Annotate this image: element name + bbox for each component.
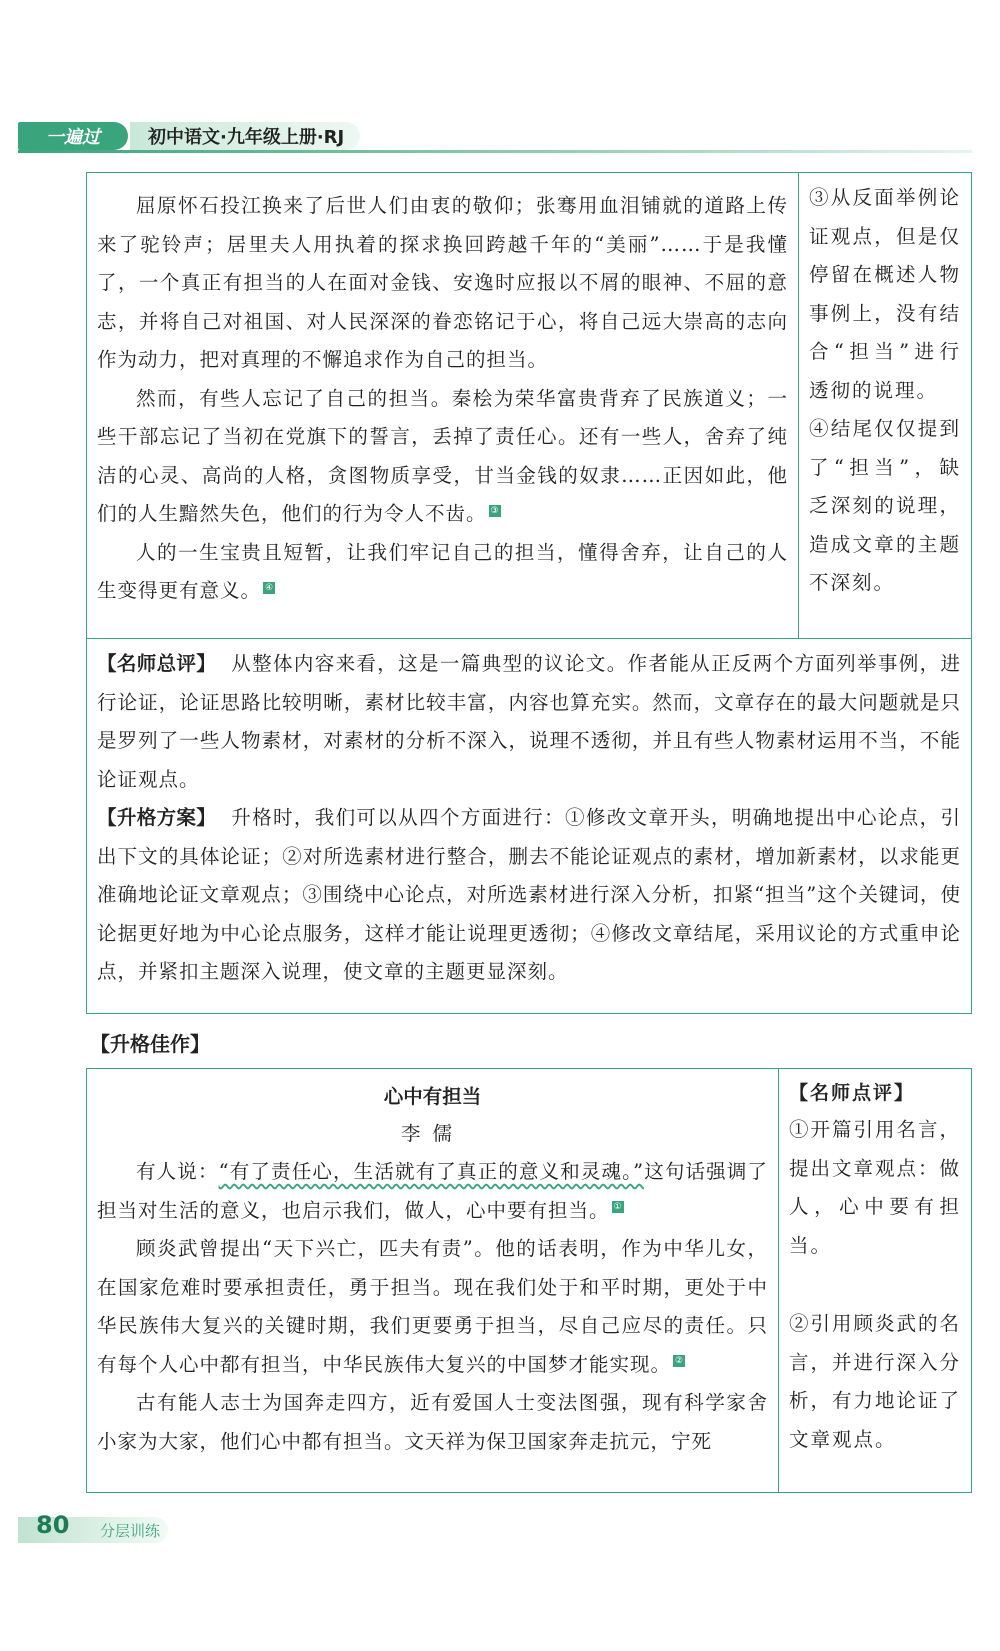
teacher-review: [97, 645, 961, 799]
header-divider: [18, 150, 972, 153]
draft-paragraph: [97, 534, 788, 611]
draft-paragraph-text: 人的一生宝贵且短暂，让我们牢记自己的担当，懂得舍弃，让自己的人生变得更有意义。: [97, 540, 788, 602]
footnote-marker: ②: [674, 1356, 684, 1366]
draft-paragraph-text: 屈原怀石投江换来了后世人们由衷的敬仰；张骞用血泪铺就的道路上传来了驼铃声；居里夫人用执着的探求换回跨越千年的“美丽”……于是我懂了，一个真正有担当的人在面对金钱、安逸时应报以不屑的眼神、不屈的意志，并将自己对祖国、对人民深深的眷恋铭记于心，将自己远大崇高的志向作为动力，把对真理的不懈追求作为自己的担当。: [97, 194, 788, 371]
annotations-label: 【名师点评】: [789, 1082, 916, 1104]
teacher-review-label: 【名师总评】: [97, 652, 217, 675]
page-number: 80: [36, 1511, 70, 1539]
essay-paragraph-text: 有人说：: [136, 1160, 219, 1183]
essay-paragraph: [97, 1230, 768, 1384]
annotation-note: ③从反面举例论证观点，但是仅停留在概述人物事例上，没有结合“担当”进行透彻的说理。: [809, 186, 961, 402]
highlighted-quote: “有了责任心，生活就有了真正的意义和灵魂。”: [218, 1160, 645, 1183]
page-header-title: 初中语文·九年级上册·RJ: [130, 122, 360, 150]
annotation-note: ②引用顾炎武的名言，并进行深入分析，有力地论证了文章观点。: [789, 1312, 962, 1451]
essay-paragraph-text: 古有能人志士为国奔走四方，近有爱国人士变法图强，现有科学家舍小家为大家，他们心中都有担当。文天祥为保卫国家奔走抗元，宁死: [97, 1391, 768, 1453]
upgrade-plan-text: 升格时，我们可以从四个方面进行：①修改文章开头，明确地提出中心论点，引出下文的具体论证；②对所选素材进行整合，删去不能论证观点的素材，增加新素材，以求能更准确地论证文章观点；③围绕中心论点，对所选素材进行深入分析，扣紧“担当”这个关键词，使论据更好地为中心论点服务，这样才能让说理更透彻；④修改文章结尾，采用议论的方式重申论点，并紧扣主题深入说理，使文章的主题更显深刻。: [97, 806, 961, 983]
footer-section-label: 分层训练: [100, 1522, 161, 1540]
annotation-spacer: [789, 1265, 961, 1305]
draft-essay-body: [87, 173, 799, 638]
draft-paragraph: [97, 380, 788, 534]
draft-paragraph: [97, 187, 788, 380]
footnote-marker: ③: [490, 505, 499, 516]
draft-essay-box: [86, 172, 972, 639]
essay-paragraph-text: 顾炎武曾提出“天下兴亡，匹夫有责”。他的话表明，作为中华儿女，在国家危难时要承担责任，勇于担当。现在我们处于和平时期，更处于中华民族伟大复兴的关键时期，我们更要勇于担当，尽自己应尽的责任。只有每个人心中都有担当，中华民族伟大复兴的中国梦才能实现。: [97, 1237, 768, 1376]
brand-logo: 一遍过: [18, 122, 128, 150]
essay-author: 李儒: [400, 1122, 464, 1145]
upgrade-plan: [97, 799, 961, 992]
annotation-note: ④结尾仅仅提到了“担当”，缺乏深刻的说理，造成文章的主题不深刻。: [809, 417, 961, 594]
draft-paragraph-text: 然而，有些人忘记了自己的担当。秦桧为荣华富贵背弃了民族道义；一些干部忘记了当初在党旗下的誓言，丢掉了责任心。还有一些人，舍弃了纯洁的心灵、高尚的人格，贪图物质享受，甘当金钱的奴隶……正因如此，他们的人生黯然失色，他们的行为令人不齿。: [97, 386, 788, 525]
upgraded-essay-box: [86, 1068, 972, 1493]
footnote-marker: ④: [264, 582, 274, 593]
annotation-note: ①开篇引用名言，提出文章观点：做人，心中要有担当。: [789, 1118, 962, 1257]
essay-paragraph-text: 这句话强调了担当对生活的意义，也启示我们，做人，心中要有担当。: [97, 1160, 768, 1222]
teacher-review-text: 从整体内容来看，这是一篇典型的议论文。作者能从正反两个方面列举事例，进行论证，论证思路比较明晰，素材比较丰富，内容也算充实。然而，文章存在的最大问题就是只是罗列了一些人物素材，对素材的分析不深入，说理不透彻，并且有些人物素材运用不当，不能论证观点。: [97, 652, 961, 791]
review-box: [86, 639, 972, 1014]
upgraded-annotations: [779, 1069, 971, 1492]
essay-paragraph: [97, 1153, 768, 1230]
essay-title: 心中有担当: [383, 1085, 482, 1108]
draft-annotations: [799, 173, 971, 638]
upgraded-essay-body: [87, 1069, 779, 1492]
footnote-marker: ①: [613, 1202, 622, 1212]
upgrade-plan-label: 【升格方案】: [97, 806, 217, 829]
essay-paragraph: [97, 1384, 768, 1461]
upgraded-essay-section-label: 【升格佳作】: [90, 1032, 210, 1056]
